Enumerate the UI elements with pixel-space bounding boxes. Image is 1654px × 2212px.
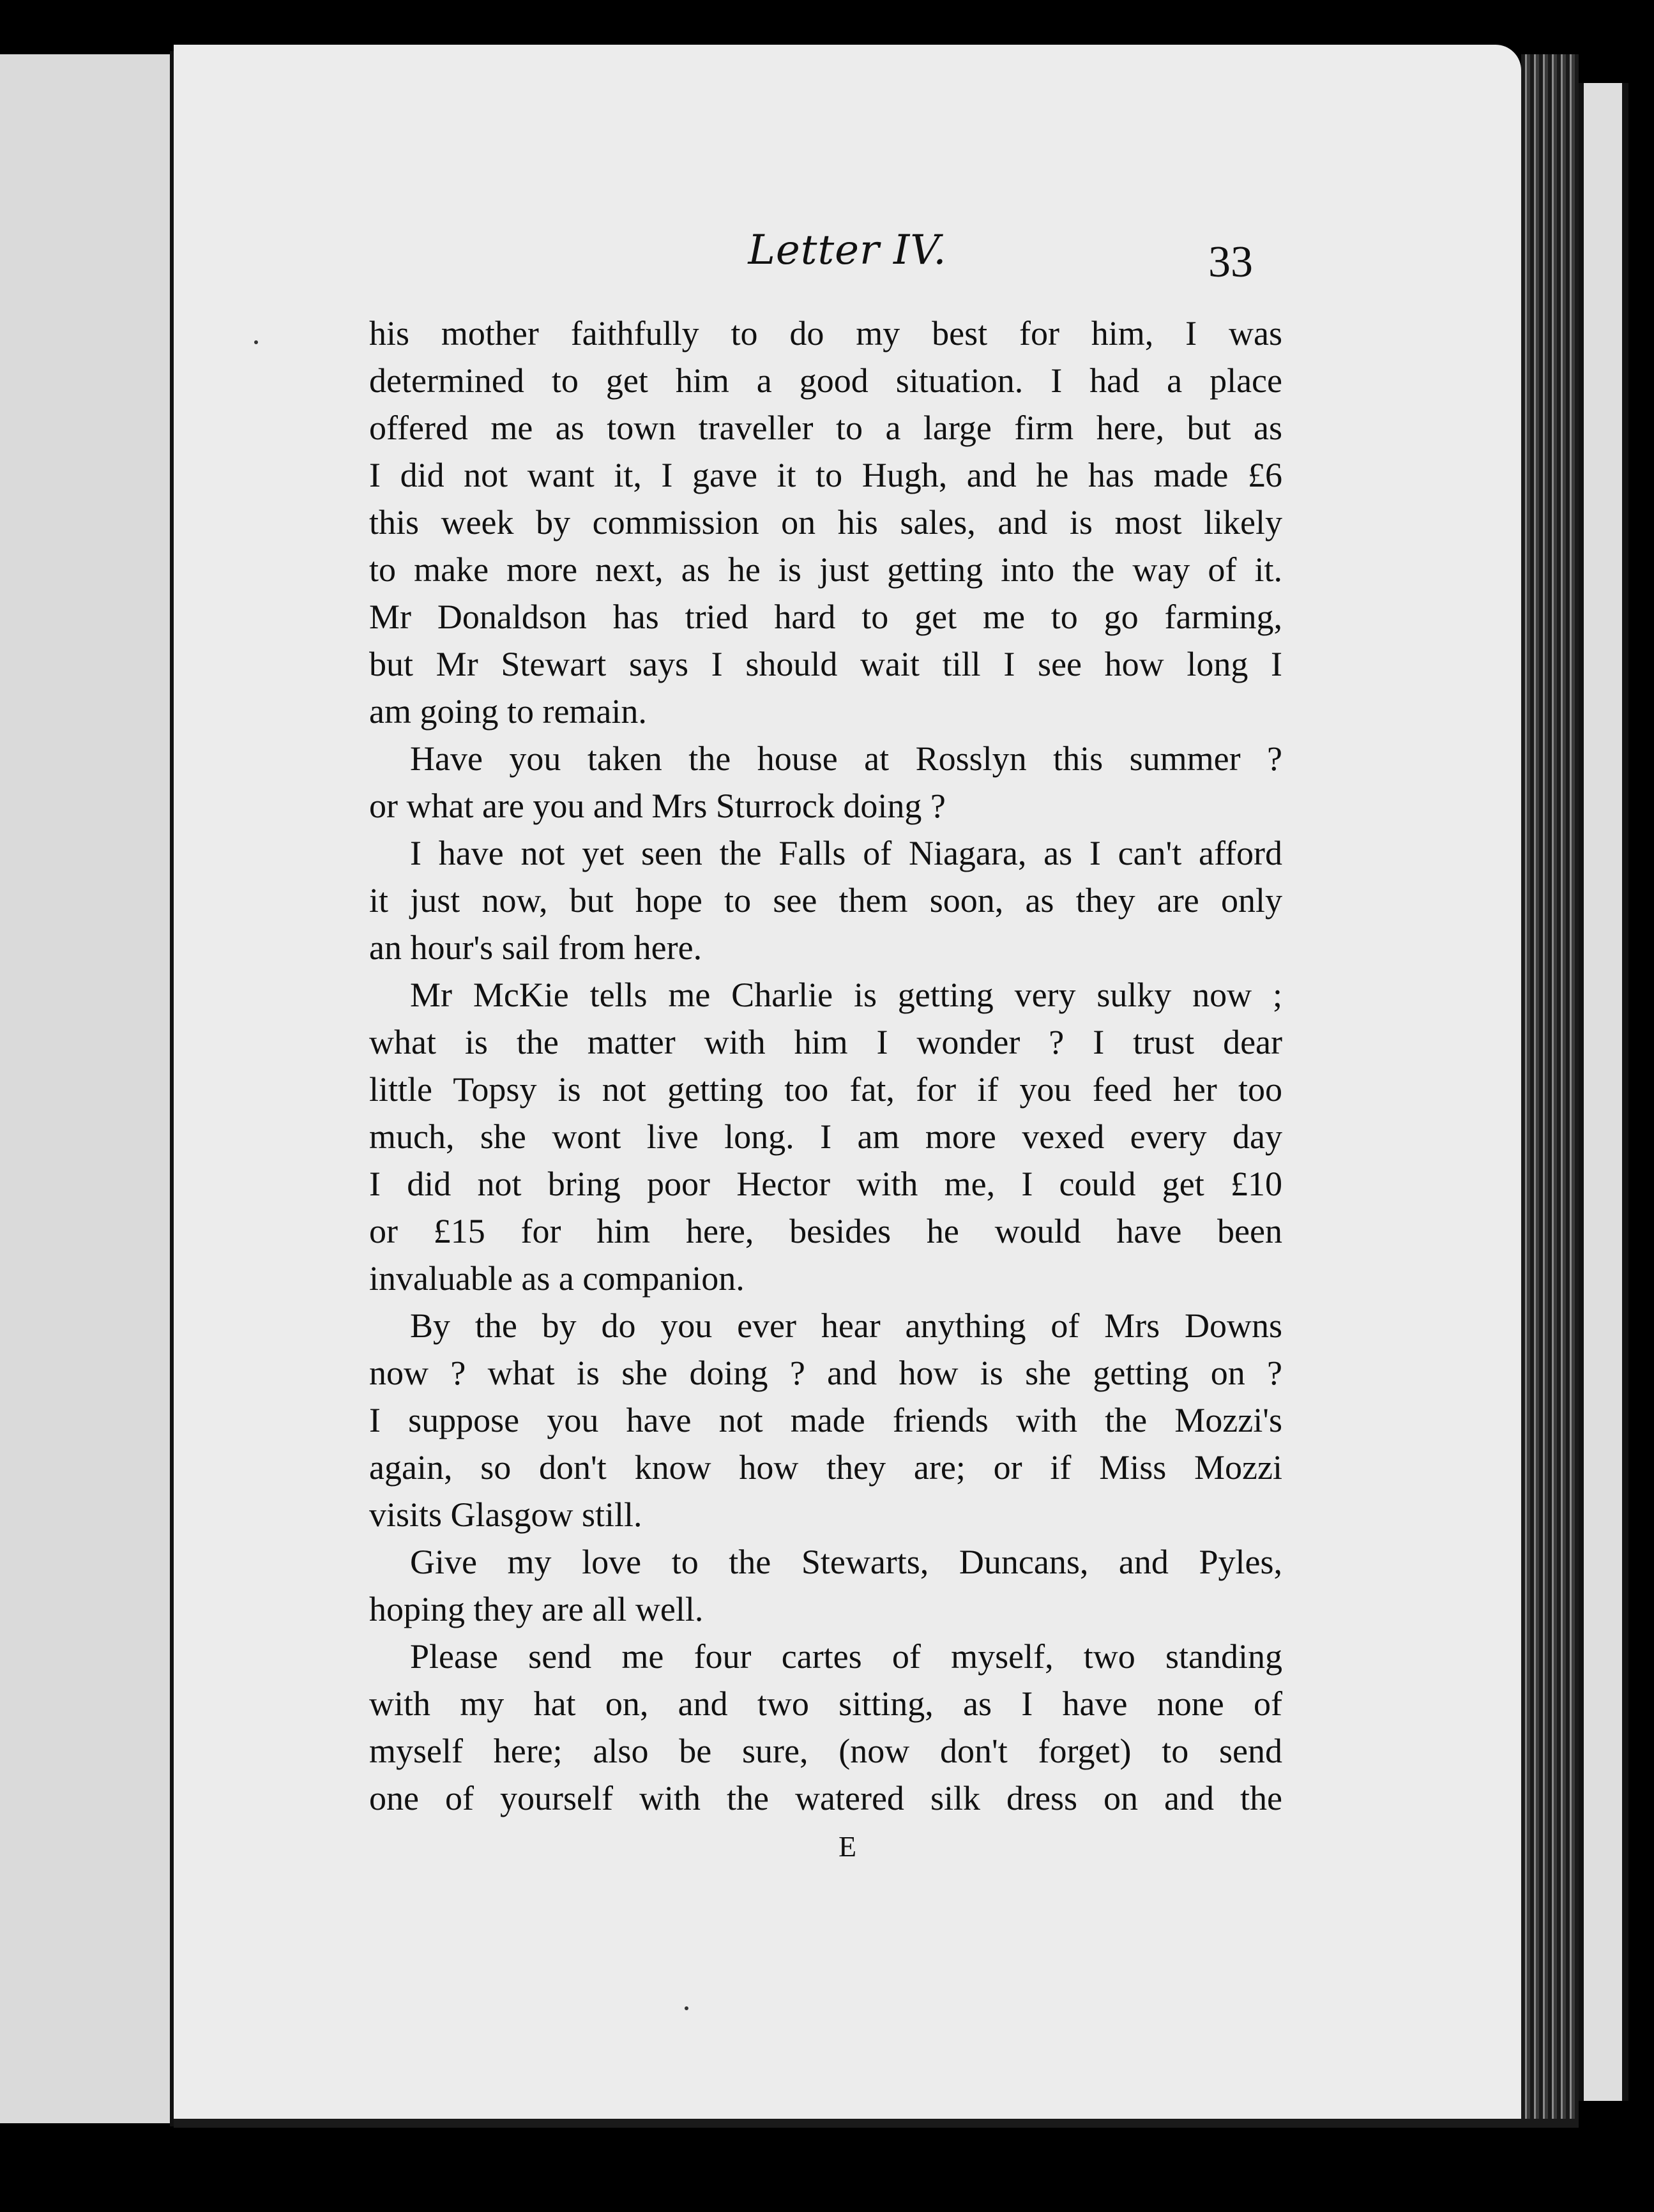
text-line: his mother faithfully to do my best for him, I was [369,314,1282,352]
text-line: it just now, but hope to see them soon, as they are only [369,881,1282,920]
text-line: Mr Donaldson has tried hard to get me to go farming, [369,598,1282,636]
text-line: but Mr Stewart says I should wait till I see how long I [369,645,1282,683]
text-line: invaluable as a companion. [369,1259,745,1298]
text-line: or what are you and Mrs Sturrock doing ? [369,787,946,825]
text-line: I have not yet seen the Falls of Niagara, as I can't afford [410,834,1282,872]
page-header [174,220,1521,297]
text-line: what is the matter with him I wonder ? I trust dear [369,1023,1282,1061]
text-line: am going to remain. [369,692,647,731]
text-line: hoping they are all well. [369,1590,704,1628]
ink-speck [685,2006,688,2010]
text-line: I did not bring poor Hector with me, I could get £10 [369,1165,1282,1203]
ink-speck [254,340,258,344]
text-line: little Topsy is not getting too fat, for if you feed her too [369,1070,1282,1109]
text-line: to make more next, as he is just getting into the way of it. [369,550,1282,589]
text-line: or £15 for him here, besides he would have been [369,1212,1282,1250]
running-head: Letter IV. [748,227,947,274]
page-number: 33 [1208,238,1253,287]
letter-body [369,310,1282,1822]
text-line: I did not want it, I gave it to Hugh, and he has made £6 [369,456,1282,494]
text-line: an hour's sail from here. [369,928,702,967]
text-line: offered me as town traveller to a large firm here, but as [369,409,1282,447]
text-line: determined to get him a good situation. I had a place [369,361,1282,400]
text-line: visits Glasgow still. [369,1496,642,1534]
text-line: again, so don't know how they are; or if Miss Mozzi [369,1448,1282,1487]
text-line: Please send me four cartes of myself, two standing [410,1637,1282,1676]
text-line: this week by commission on his sales, and is most likely [369,503,1282,542]
text-line: much, she wont live long. I am more vexed every day [369,1117,1282,1156]
text-line: now ? what is she doing ? and how is she getting on ? [369,1354,1282,1392]
text-line: with my hat on, and two sitting, as I have none of [369,1685,1282,1723]
text-line: Have you taken the house at Rosslyn this summer ? [410,739,1282,778]
text-line: one of yourself with the watered silk dress on and the [369,1779,1282,1817]
text-line: By the by do you ever hear anything of Mrs Downs [410,1307,1282,1345]
text-line: Give my love to the Stewarts, Duncans, and Pyles, [410,1543,1282,1581]
signature-mark: E [838,1830,857,1863]
left-page-margin [0,54,174,2123]
text-line: Mr McKie tells me Charlie is getting very sulky now ; [410,976,1282,1014]
page-edges [1521,54,1579,2123]
back-cover-edge [1579,83,1628,2101]
page-bottom-shadow [174,2119,1579,2128]
text-line: myself here; also be sure, (now don't forget) to send [369,1732,1282,1770]
text-line: I suppose you have not made friends with the Mozzi's [369,1401,1282,1439]
